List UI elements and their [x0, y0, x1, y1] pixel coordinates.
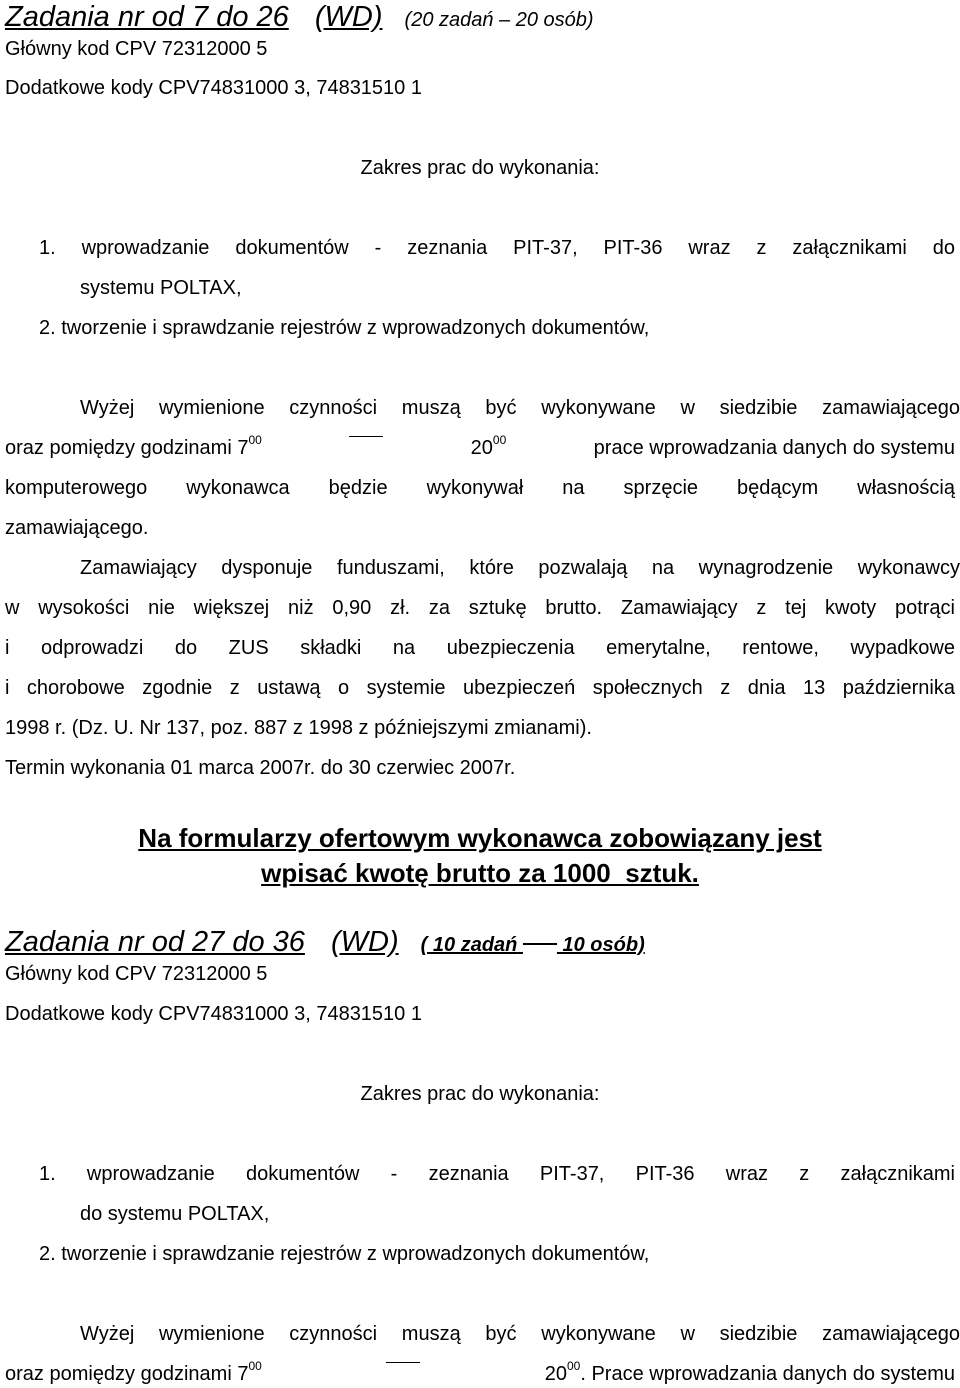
section1-heading-count: (20 zadań – 20 osób) — [404, 9, 594, 31]
section1-para1-line4: zamawiającego. — [5, 517, 149, 539]
section1-item1-line1: 1. wprowadzanie dokumentów - zeznania PIT-37, PIT-36 wraz z załącznikami do — [39, 237, 955, 259]
section1-hours-from: oraz pomiędzy godzinami $7^{00}$ — [5, 433, 262, 459]
section2-item1-line1: 1. wprowadzanie dokumentów - zeznania PIT-37, PIT-36 wraz z załącznikami — [39, 1163, 955, 1185]
section2-heading-main: Zadania nr od 27 do 36 — [5, 926, 305, 958]
section2-item1-line2: do systemu POLTAX, — [80, 1203, 270, 1225]
section1-item2: 2. tworzenie i sprawdzanie rejestrów z wprowadzonych dokumentów, — [39, 317, 650, 339]
section2-hours-from: oraz pomiędzy godzinami $7^{00}$ — [5, 1359, 262, 1385]
section2-scope-title: Zakres prac do wykonania: — [360, 1083, 600, 1105]
section1-heading — [5, 0, 955, 37]
section1-notice-line1: Na formularzy ofertowym wykonawca zobowiązany jest — [138, 823, 822, 853]
section1-para1-line1: Wyżej wymienione czynności muszą być wykonywane w siedzibie zamawiającego — [80, 397, 960, 419]
section2-heading — [5, 925, 955, 962]
section2-main-cpv: Główny kod CPV 72312000 5 — [5, 963, 268, 985]
section1-para1-line3: komputerowego wykonawca będzie wykonywał na sprzęcie będącym własnością — [5, 477, 955, 499]
section1-term: Termin wykonania 01 marca 2007r. do 30 czerwiec 2007r. — [5, 757, 516, 779]
section1-para1-rest: prace wprowadzania danych do systemu — [593, 437, 955, 459]
section1-heading-main: Zadania nr od 7 do 26 — [5, 1, 289, 33]
section2-heading-count: ( 10 zadań 10 osób) — [420, 934, 645, 956]
dash-separator — [523, 943, 557, 945]
section1-para2-line3: i odprowadzi do ZUS składki na ubezpieczenia emerytalne, rentowe, wypadkowe — [5, 637, 955, 659]
section1-para1-line2 — [5, 433, 955, 460]
section2-para1-line2 — [5, 1359, 955, 1386]
section2-item2: 2. tworzenie i sprawdzanie rejestrów z wprowadzonych dokumentów, — [39, 1243, 650, 1265]
section1-scope-title: Zakres prac do wykonania: — [360, 157, 600, 179]
section1-para2-line5: 1998 r. (Dz. U. Nr 137, poz. 887 z 1998 z późniejszymi zmianami). — [5, 717, 592, 739]
dash-separator — [349, 436, 383, 460]
section1-notice-line2: wpisać kwotę brutto za 1000 sztuk. — [261, 858, 699, 888]
section1-para2-line2: w wysokości nie większej niż 0,90 zł. za sztukę brutto. Zamawiający z tej kwoty potrąci — [5, 597, 955, 619]
section1-para2-line4: i chorobowe zgodnie z ustawą o systemie ubezpieczeń społecznych z dnia 13 października — [5, 677, 955, 699]
section2-para1-line1: Wyżej wymienione czynności muszą być wykonywane w siedzibie zamawiającego — [80, 1323, 960, 1345]
section2-hours-to: $20^{00}$. Prace wprowadzania danych do systemu — [544, 1359, 955, 1385]
section2-heading-wd: (WD) — [330, 926, 399, 958]
section1-item1-line2: systemu POLTAX, — [80, 277, 242, 299]
section1-hours-to: $20^{00}$ — [470, 433, 507, 459]
dash-separator — [386, 1362, 420, 1386]
section1-para2-line1: Zamawiający dysponuje funduszami, które pozwalają na wynagrodzenie wykonawcy — [80, 557, 960, 579]
section1-heading-wd: (WD) — [314, 1, 383, 33]
section1-extra-cpv: Dodatkowe kody CPV74831000 3, 74831510 1 — [5, 77, 422, 99]
section1-main-cpv: Główny kod CPV 72312000 5 — [5, 38, 268, 60]
section2-extra-cpv: Dodatkowe kody CPV74831000 3, 74831510 1 — [5, 1003, 422, 1025]
